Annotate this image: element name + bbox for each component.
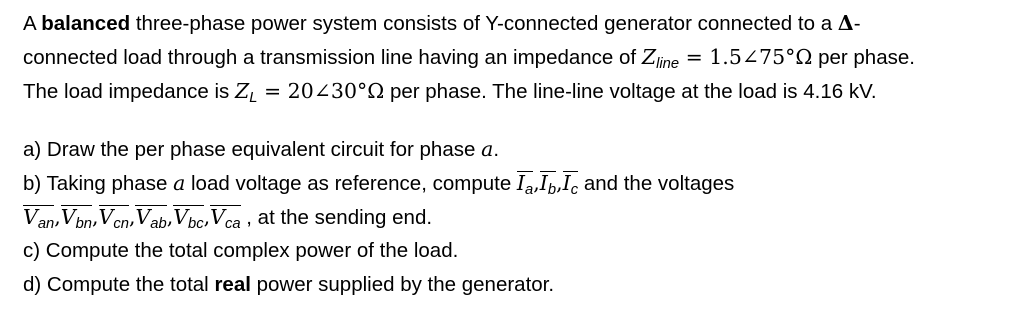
question-c	[23, 234, 1008, 268]
current-ib: $I_b$	[539, 171, 557, 199]
voltage-vcn: $V_{cn}$	[98, 205, 129, 233]
voltage-vab: $V_{ab}$	[135, 205, 167, 233]
text: power supplied by the generator.	[250, 273, 555, 296]
delta-symbol: Δ	[837, 11, 854, 35]
text: three-phase power system consists of Y-connected generator connected to a	[130, 12, 838, 35]
z-load-subscript: L	[249, 90, 258, 107]
z-load-symbol: Z	[234, 79, 250, 103]
text: and the voltages	[578, 172, 735, 195]
text: d) Compute the total	[23, 273, 215, 296]
phase-a-var: a	[481, 137, 494, 161]
text: , at the sending end.	[240, 206, 433, 229]
question-a	[23, 132, 1008, 166]
voltage-vbc: $V_{bc}$	[173, 205, 204, 233]
question-b-line-2: $V_{an},V_{bn},V_{cn},V_{ab},V_{bc},V_{ca}$ , at the sending end.	[23, 205, 433, 233]
text: A	[23, 12, 42, 35]
question-b-line-1: b) Taking phase a load voltage as reference, compute $I_a,I_b,I_c$ and the voltages	[23, 171, 735, 199]
voltage-vca: $V_{ca}$	[210, 205, 241, 233]
text: .	[493, 138, 500, 161]
current-ia: $I_a$	[516, 171, 534, 199]
text: per phase.	[812, 46, 915, 69]
problem-line-3	[23, 74, 1008, 108]
z-line-subscript: line	[656, 56, 680, 73]
voltage-van: $V_{an}$	[23, 205, 55, 233]
text: c) Compute the total complex power of the load.	[23, 239, 459, 262]
problem-line-2	[23, 40, 1008, 74]
voltage-vbn: $V_{bn}$	[60, 205, 92, 233]
bold-real: real	[214, 273, 251, 296]
phase-a-var: a	[173, 171, 186, 195]
text: a) Draw the per phase equivalent circuit for phase	[23, 138, 482, 161]
bold-balanced: balanced	[41, 12, 131, 35]
text: connected load through a transmission line having an impedance of	[23, 46, 642, 69]
z-line-symbol: Z	[641, 45, 657, 69]
current-ic: $I_c$	[562, 171, 579, 199]
problem-statement	[23, 6, 1008, 302]
problem-line-1	[23, 6, 1008, 40]
text: load voltage as reference, compute	[185, 172, 517, 195]
z-load-value: = 20∠30°Ω	[257, 79, 385, 103]
text: per phase. The line-line voltage at the load is 4.16 kV.	[384, 80, 877, 103]
question-d	[23, 268, 1008, 302]
text: b) Taking phase	[23, 172, 174, 195]
z-line-value: = 1.5∠75°Ω	[679, 45, 813, 69]
text: The load impedance is	[23, 80, 235, 103]
text: -	[853, 12, 861, 35]
